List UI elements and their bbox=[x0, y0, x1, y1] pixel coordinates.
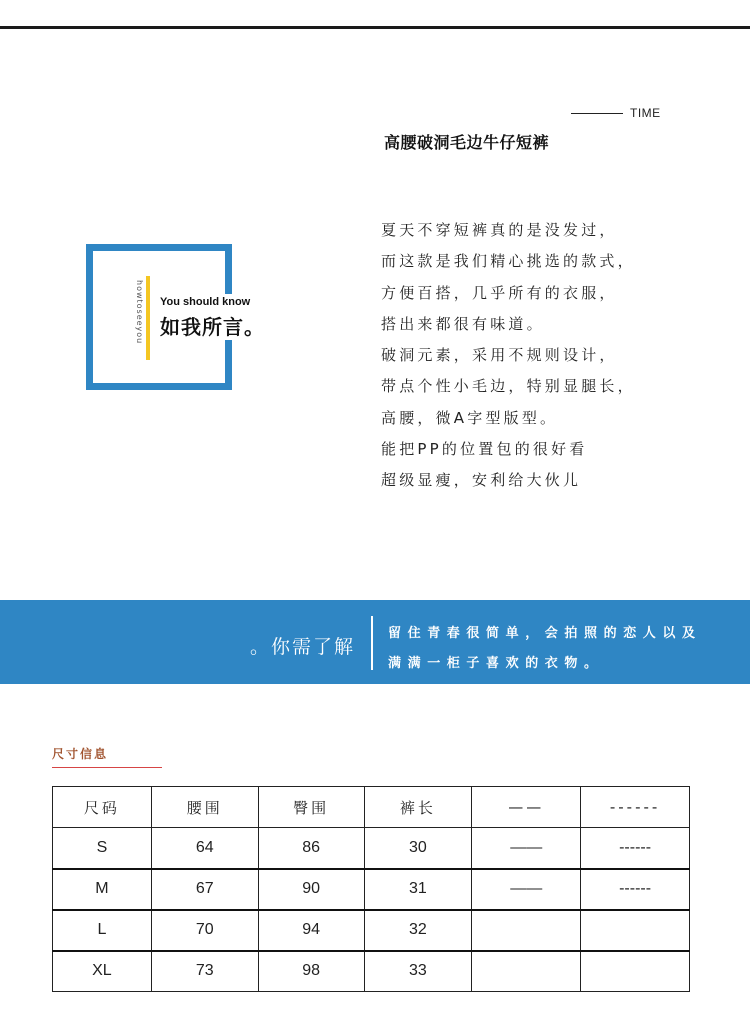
logo-tagline-cn: 如我所言。 bbox=[160, 315, 265, 339]
size-info-underline bbox=[52, 767, 162, 768]
table-cell: —— bbox=[472, 869, 581, 910]
table-header-cell: 腰围 bbox=[151, 787, 258, 828]
time-rule bbox=[571, 113, 623, 114]
table-header-cell: 尺码 bbox=[53, 787, 152, 828]
table-cell: 67 bbox=[151, 869, 258, 910]
table-cell bbox=[472, 910, 581, 951]
top-divider bbox=[0, 26, 750, 29]
logo-vertical-text: howtoseeyou bbox=[135, 280, 144, 345]
table-cell: 70 bbox=[151, 910, 258, 951]
table-cell: 32 bbox=[364, 910, 472, 951]
table-cell: XL bbox=[53, 951, 152, 992]
description-line: 超级显瘦，安利给大伙儿 bbox=[381, 471, 582, 490]
table-row bbox=[53, 828, 690, 869]
table-cell: —— bbox=[472, 828, 581, 869]
table-header-cell: —— bbox=[472, 787, 581, 828]
description-line: 而这款是我们精心挑选的款式， bbox=[381, 252, 636, 271]
table-cell: ------ bbox=[581, 869, 690, 910]
table-cell bbox=[581, 951, 690, 992]
description-line: 带点个性小毛边，特别显腿长， bbox=[381, 377, 636, 396]
time-label: TIME bbox=[630, 106, 661, 120]
table-cell: 98 bbox=[258, 951, 364, 992]
table-header-row bbox=[53, 787, 690, 828]
table-cell: 33 bbox=[364, 951, 472, 992]
table-cell bbox=[581, 910, 690, 951]
table-cell: ------ bbox=[581, 828, 690, 869]
table-cell: 73 bbox=[151, 951, 258, 992]
description-line: 夏天不穿短裤真的是没发过， bbox=[381, 221, 618, 239]
table-cell: 90 bbox=[258, 869, 364, 910]
banner-right-line-2: 满满一柜子喜欢的衣物。 bbox=[388, 656, 604, 671]
table-header-cell: 裤长 bbox=[364, 787, 472, 828]
table-row bbox=[53, 951, 690, 992]
table-cell: 94 bbox=[258, 910, 364, 951]
product-description bbox=[381, 219, 711, 501]
table-cell: 30 bbox=[364, 828, 472, 869]
table-cell: M bbox=[53, 869, 152, 910]
size-info-heading: 尺寸信息 bbox=[52, 747, 109, 761]
description-line: 方便百搭，几乎所有的衣服， bbox=[381, 283, 618, 302]
table-cell bbox=[472, 951, 581, 992]
banner-left-text: 。你需了解 bbox=[249, 636, 355, 658]
table-cell: 64 bbox=[151, 828, 258, 869]
logo-accent-bar bbox=[146, 276, 150, 360]
size-table bbox=[52, 786, 690, 992]
table-cell: S bbox=[53, 828, 152, 869]
table-row bbox=[53, 869, 690, 910]
product-title: 高腰破洞毛边牛仔短裤 bbox=[384, 133, 550, 152]
logo-tagline-en: You should know bbox=[160, 296, 251, 308]
description-line: 搭出来都很有味道。 bbox=[381, 314, 545, 333]
table-cell: 86 bbox=[258, 828, 364, 869]
table-cell: 31 bbox=[364, 869, 472, 910]
description-line: 能把PP的位置包的很好看 bbox=[381, 440, 588, 459]
description-line: 高腰，微A字型版型。 bbox=[381, 408, 559, 427]
table-row bbox=[53, 910, 690, 951]
table-header-cell: 臀围 bbox=[258, 787, 364, 828]
promo-banner bbox=[0, 600, 750, 684]
banner-divider bbox=[371, 616, 373, 670]
description-line: 破洞元素，采用不规则设计， bbox=[381, 346, 618, 365]
banner-right-line-1: 留住青春很简单，会拍照的恋人以及 bbox=[388, 626, 702, 641]
table-cell: L bbox=[53, 910, 152, 951]
table-header-cell: ------ bbox=[581, 787, 690, 828]
